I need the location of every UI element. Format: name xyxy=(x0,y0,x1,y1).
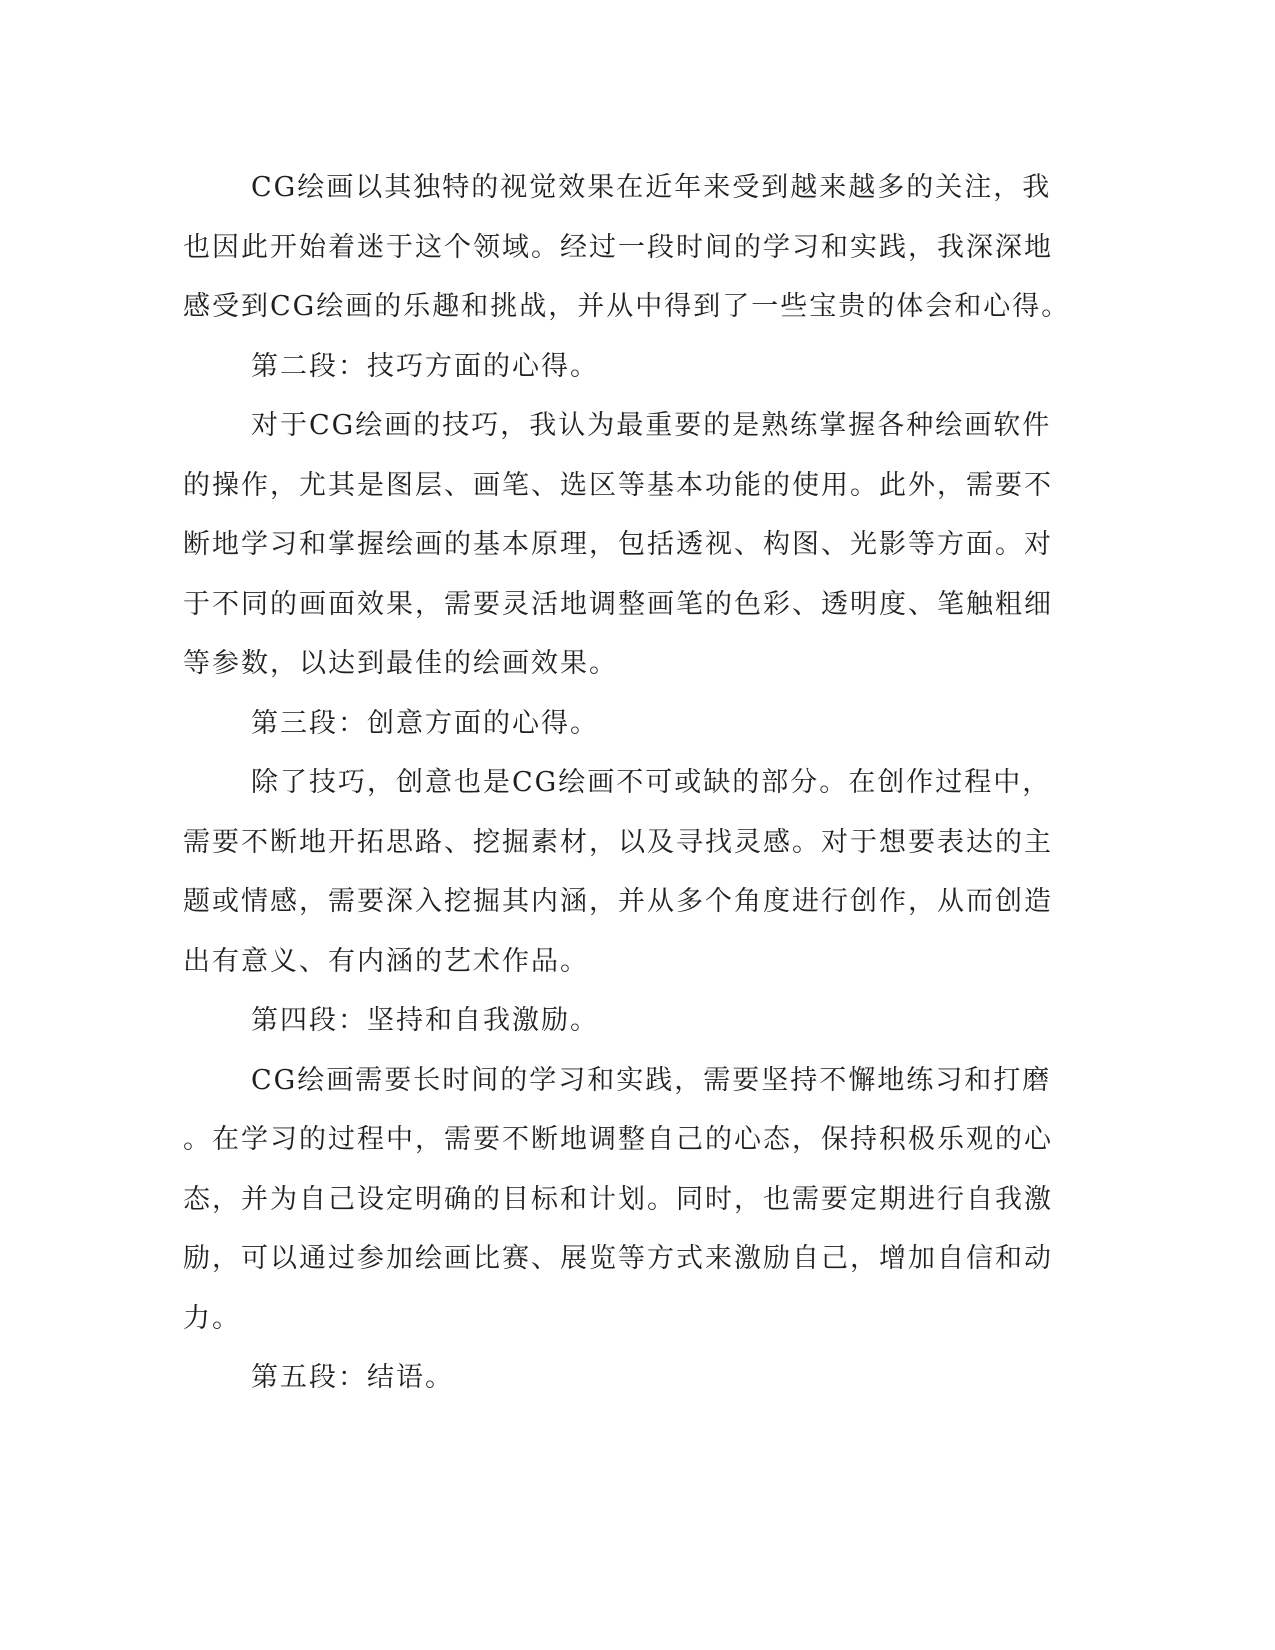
paragraph-creativity-line: 除了技巧，创意也是CG绘画不可或缺的部分。在创作过程中， xyxy=(251,767,1052,798)
paragraph-persistence-line: 态，并为自己设定明确的目标和计划。同时，也需要定期进行自我激 xyxy=(183,1183,1053,1215)
paragraph-creativity-line: 出有意义、有内涵的艺术作品。 xyxy=(183,945,589,977)
paragraph-technique-line: 等参数，以达到最佳的绘画效果。 xyxy=(183,648,618,679)
paragraph-creativity-line: 需要不断地开拓思路、挖掘素材，以及寻找灵感。对于想要表达的主 xyxy=(183,826,1053,858)
section-heading-2: 第二段：技巧方面的心得。 xyxy=(251,350,599,382)
section-heading-3: 第三段：创意方面的心得。 xyxy=(251,707,599,739)
paragraph-creativity-line: 题或情感，需要深入挖掘其内涵，并从多个角度进行创作，从而创造 xyxy=(183,886,1053,917)
paragraph-technique-line: 对于CG绘画的技巧，我认为最重要的是熟练掌握各种绘画软件 xyxy=(251,410,1052,441)
paragraph-technique-line: 断地学习和掌握绘画的基本原理，包括透视、构图、光影等方面。对 xyxy=(183,529,1053,560)
paragraph-technique-line: 的操作，尤其是图层、画笔、选区等基本功能的使用。此外，需要不 xyxy=(183,469,1053,501)
section-heading-4: 第四段：坚持和自我激励。 xyxy=(251,1005,599,1036)
document-body xyxy=(183,158,1071,1408)
paragraph-intro-line: CG绘画以其独特的视觉效果在近年来受到越来越多的关注，我 xyxy=(251,172,1052,203)
paragraph-technique-line: 于不同的画面效果，需要灵活地调整画笔的色彩、透明度、笔触粗细 xyxy=(183,588,1053,620)
paragraph-persistence-line: 励，可以通过参加绘画比赛、展览等方式来激励自己，增加自信和动 xyxy=(183,1243,1053,1274)
paragraph-intro-line: 感受到CG绘画的乐趣和挑战，并从中得到了一些宝贵的体会和心得。 xyxy=(183,291,1071,322)
paragraph-persistence-line: CG绘画需要长时间的学习和实践，需要坚持不懈地练习和打磨 xyxy=(251,1064,1052,1096)
paragraph-intro-line: 也因此开始着迷于这个领域。经过一段时间的学习和实践，我深深地 xyxy=(183,231,1053,263)
paragraph-persistence-line: 。在学习的过程中，需要不断地调整自己的心态，保持积极乐观的心 xyxy=(183,1124,1053,1155)
paragraph-persistence-line: 力。 xyxy=(183,1302,241,1334)
section-heading-5: 第五段：结语。 xyxy=(251,1362,454,1393)
